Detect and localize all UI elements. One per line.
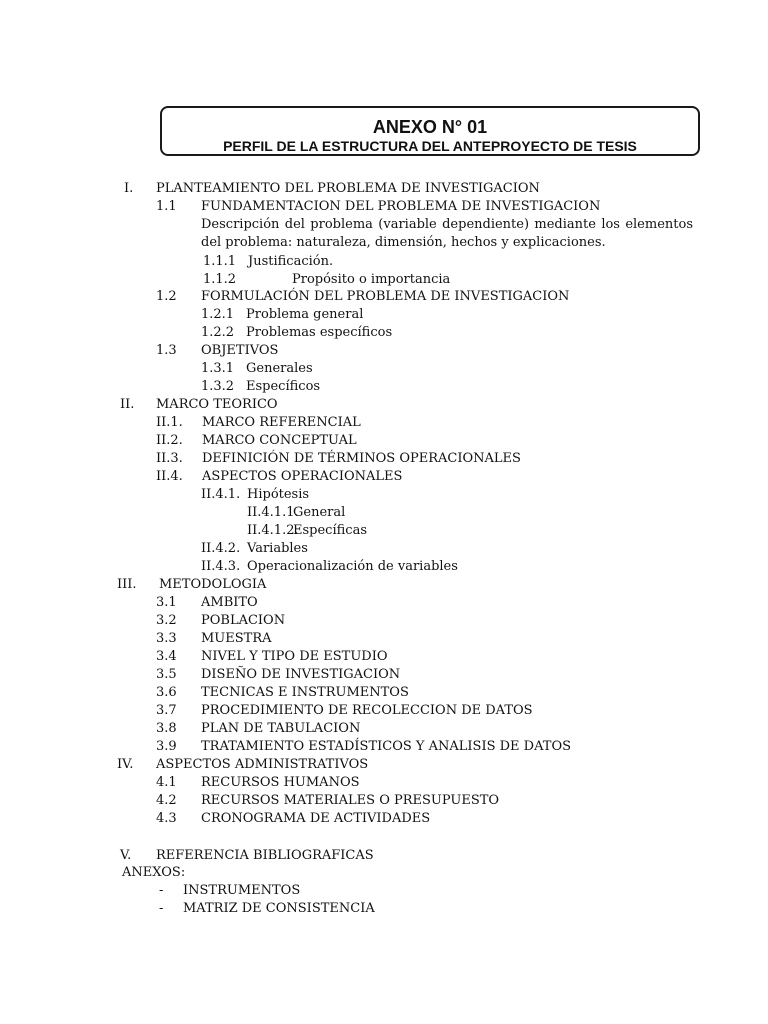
section-3-4-label: NIVEL Y TIPO DE ESTUDIO xyxy=(201,649,388,664)
section-3-label: METODOLOGIA xyxy=(159,577,267,592)
section-3-6-label: TECNICAS E INSTRUMENTOS xyxy=(201,685,409,700)
section-1-3-number: 1.3 xyxy=(156,343,177,358)
section-3-9-number: 3.9 xyxy=(156,739,177,754)
section-1-label: PLANTEAMIENTO DEL PROBLEMA DE INVESTIGACION xyxy=(156,181,540,196)
section-1-3-1-label: Generales xyxy=(246,361,313,376)
section-2-1-number: II.1. xyxy=(156,415,183,430)
section-2-4-1-2-label: Específicas xyxy=(293,523,367,538)
section-2-2-number: II.2. xyxy=(156,433,183,448)
section-4-2-number: 4.2 xyxy=(156,793,177,808)
section-3-1-number: 3.1 xyxy=(156,595,177,610)
section-2-4-3-label: Operacionalización de variables xyxy=(247,559,458,574)
section-4-number: IV. xyxy=(117,757,134,772)
section-4-2-label: RECURSOS MATERIALES O PRESUPUESTO xyxy=(201,793,500,808)
section-1-2-2-label: Problemas específicos xyxy=(246,325,393,340)
section-3-7-number: 3.7 xyxy=(156,703,177,718)
section-2-4-number: II.4. xyxy=(156,469,183,484)
section-4-3-label: CRONOGRAMA DE ACTIVIDADES xyxy=(201,811,431,826)
section-1-2-1-label: Problema general xyxy=(246,307,364,322)
section-3-number: III. xyxy=(117,577,137,592)
section-4-3-number: 4.3 xyxy=(156,811,177,826)
section-3-4-number: 3.4 xyxy=(156,649,177,664)
annex-item-1: INSTRUMENTOS xyxy=(183,883,301,898)
section-1-number: I. xyxy=(124,181,134,196)
annex-title: ANEXO N° 01 xyxy=(372,117,488,137)
section-2-4-1-label: Hipótesis xyxy=(247,487,310,502)
annex-item-2: MATRIZ DE CONSISTENCIA xyxy=(183,901,375,916)
section-3-5-number: 3.5 xyxy=(156,667,177,682)
section-4-1-label: RECURSOS HUMANOS xyxy=(201,775,360,790)
section-2-4-2-label: Variables xyxy=(247,541,308,556)
section-2-4-3-number: II.4.3. xyxy=(201,559,241,574)
section-2-2-label: MARCO CONCEPTUAL xyxy=(202,433,357,448)
section-3-8-label: PLAN DE TABULACION xyxy=(201,721,361,736)
section-4-label: ASPECTOS ADMINISTRATIVOS xyxy=(156,757,369,772)
annex-subtitle: PERFIL DE LA ESTRUCTURA DEL ANTEPROYECTO DE TESIS xyxy=(223,138,637,154)
section-1-1-label: FUNDAMENTACION DEL PROBLEMA DE INVESTIGACION xyxy=(201,199,601,214)
section-2-3-number: II.3. xyxy=(156,451,183,466)
section-2-1-label: MARCO REFERENCIAL xyxy=(202,415,361,430)
section-3-5-label: DISEÑO DE INVESTIGACION xyxy=(201,667,401,682)
section-3-2-label: POBLACION xyxy=(201,613,286,628)
section-2-4-1-1-label: General xyxy=(293,505,346,520)
annexes-label: ANEXOS: xyxy=(122,865,186,880)
section-1-2-number: 1.2 xyxy=(156,289,177,304)
annex-item-1-bullet: - xyxy=(159,883,164,898)
section-1-2-label: FORMULACIÓN DEL PROBLEMA DE INVESTIGACION xyxy=(201,289,570,304)
section-1-1-2-number: 1.1.2 xyxy=(203,272,237,287)
section-1-2-2-number: 1.2.2 xyxy=(201,325,235,340)
section-4-1-number: 4.1 xyxy=(156,775,177,790)
section-5-label: REFERENCIA BIBLIOGRAFICAS xyxy=(156,848,374,863)
section-2-4-1-2-number: II.4.1.2. xyxy=(247,523,299,538)
section-1-1-1-label: Justificación. xyxy=(248,254,334,269)
section-2-label: MARCO TEORICO xyxy=(156,397,278,412)
problem-description: Descripción del problema (variable dependiente) mediante los elementos del problema: naturaleza, dimensión, hechos y explicaciones. xyxy=(201,217,693,250)
section-5-number: V. xyxy=(120,848,132,863)
section-1-3-2-label: Específicos xyxy=(246,379,321,394)
section-3-3-label: MUESTRA xyxy=(201,631,272,646)
section-3-8-number: 3.8 xyxy=(156,721,177,736)
section-1-3-1-number: 1.3.1 xyxy=(201,361,235,376)
section-3-6-number: 3.6 xyxy=(156,685,177,700)
title-box xyxy=(160,106,700,156)
section-1-3-2-number: 1.3.2 xyxy=(201,379,235,394)
section-2-4-2-number: II.4.2. xyxy=(201,541,241,556)
section-1-1-1-number: 1.1.1 xyxy=(203,254,237,269)
section-3-7-label: PROCEDIMIENTO DE RECOLECCION DE DATOS xyxy=(201,703,533,718)
section-2-4-1-number: II.4.1. xyxy=(201,487,241,502)
section-3-2-number: 3.2 xyxy=(156,613,177,628)
section-2-4-1-1-number: II.4.1.1. xyxy=(247,505,299,520)
section-2-4-label: ASPECTOS OPERACIONALES xyxy=(202,469,403,484)
section-1-1-number: 1.1 xyxy=(156,199,177,214)
section-3-1-label: AMBITO xyxy=(201,595,258,610)
section-3-9-label: TRATAMIENTO ESTADÍSTICOS Y ANALISIS DE DATOS xyxy=(201,739,572,754)
section-2-number: II. xyxy=(120,397,135,412)
annex-item-2-bullet: - xyxy=(159,901,164,916)
section-2-3-label: DEFINICIÓN DE TÉRMINOS OPERACIONALES xyxy=(202,451,521,466)
section-1-3-label: OBJETIVOS xyxy=(201,343,279,358)
section-1-2-1-number: 1.2.1 xyxy=(201,307,235,322)
section-3-3-number: 3.3 xyxy=(156,631,177,646)
section-1-1-2-label: Propósito o importancia xyxy=(292,272,451,287)
